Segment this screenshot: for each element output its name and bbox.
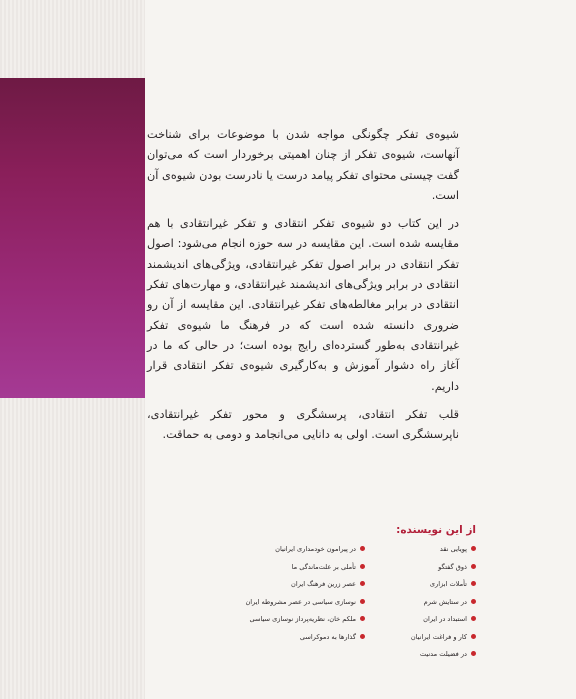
bullet-icon [360, 634, 365, 639]
bullet-icon [471, 564, 476, 569]
list-item: عصر زرین فرهنگ ایران [230, 579, 365, 597]
blurb-paragraph-2: در این کتاب دو شیوه‌ی تفکر انتقادی و تفکر غیرانتقادی با هم مقایسه شده است. این مقایسه در سه حوزه انجام می‌شود: اصول تفکر انتقادی در برابر اصول تفکر غیرانتقادی، ویژگی‌های اندیشمند انتقادی در برابر ویژگی‌های اندیشمند غیرانتقادی، و مهارت‌های تفکر انتقادی در برابر مغالطه‌های تفکر غیرانتقادی. این مقایسه از آن رو ضروری دانسته شده است که در فرهنگ ما شیوه‌ی تفکر غیرانتقادی به‌طور گسترده‌ای رایج بوده است؛ در حالی که ما در آغاز راه دشوار آموزش و به‌کارگیری شیوه‌ی تفکر انتقادی قرار داریم. [147, 217, 459, 393]
bullet-icon [360, 546, 365, 551]
author-books-left-column [230, 544, 365, 667]
bullet-icon [471, 634, 476, 639]
list-item: ملکم خان، نظریه‌پرداز نوسازی سیاسی [230, 614, 365, 632]
list-item: استبداد در ایران [398, 614, 476, 632]
blurb-paragraph-3: قلب تفکر انتقادی، پرسشگری و محور تفکر غیرانتقادی، ناپرسشگری است. اولی به دانایی می‌انجامد و دومی به حماقت. [147, 407, 459, 442]
bullet-icon [360, 581, 365, 586]
list-item: تأملات ابزاری [398, 579, 476, 597]
list-item: در ستایش شرم [398, 597, 476, 615]
author-books-section [230, 524, 476, 667]
bullet-icon [360, 599, 365, 604]
bullet-icon [471, 546, 476, 551]
blurb-paragraph-1: شیوه‌ی تفکر چگونگی مواجه شدن با موضوعات برای شناخت آنهاست، شیوه‌ی تفکر از چنان اهمیتی برخوردار است که می‌توان گفت چیستی محتوای تفکر پیامد درست یا نادرست بودن شیوه‌ی آن است. [147, 128, 459, 202]
bullet-icon [471, 651, 476, 656]
list-item: گذارها به دموکراسی [230, 632, 365, 650]
blurb-text [147, 125, 459, 453]
list-item: کار و فراغت ایرانیان [398, 632, 476, 650]
list-item: ذوق گفتگو [398, 562, 476, 580]
bullet-icon [360, 616, 365, 621]
author-books-columns [230, 544, 476, 667]
author-books-heading: از این نویسنده: [396, 524, 476, 536]
list-item: پویایی نقد [398, 544, 476, 562]
bullet-icon [360, 564, 365, 569]
list-item: در پیرامون خودمداری ایرانیان [230, 544, 365, 562]
purple-color-block [0, 78, 145, 398]
bullet-icon [471, 616, 476, 621]
author-books-right-column [398, 544, 476, 667]
list-item: در فضیلت مدنیت [398, 649, 476, 667]
bullet-icon [471, 599, 476, 604]
list-item: نوسازی سیاسی در عصر مشروطه ایران [230, 597, 365, 615]
list-item: تأملی بر علت‌ماندگی ما [230, 562, 365, 580]
bullet-icon [471, 581, 476, 586]
